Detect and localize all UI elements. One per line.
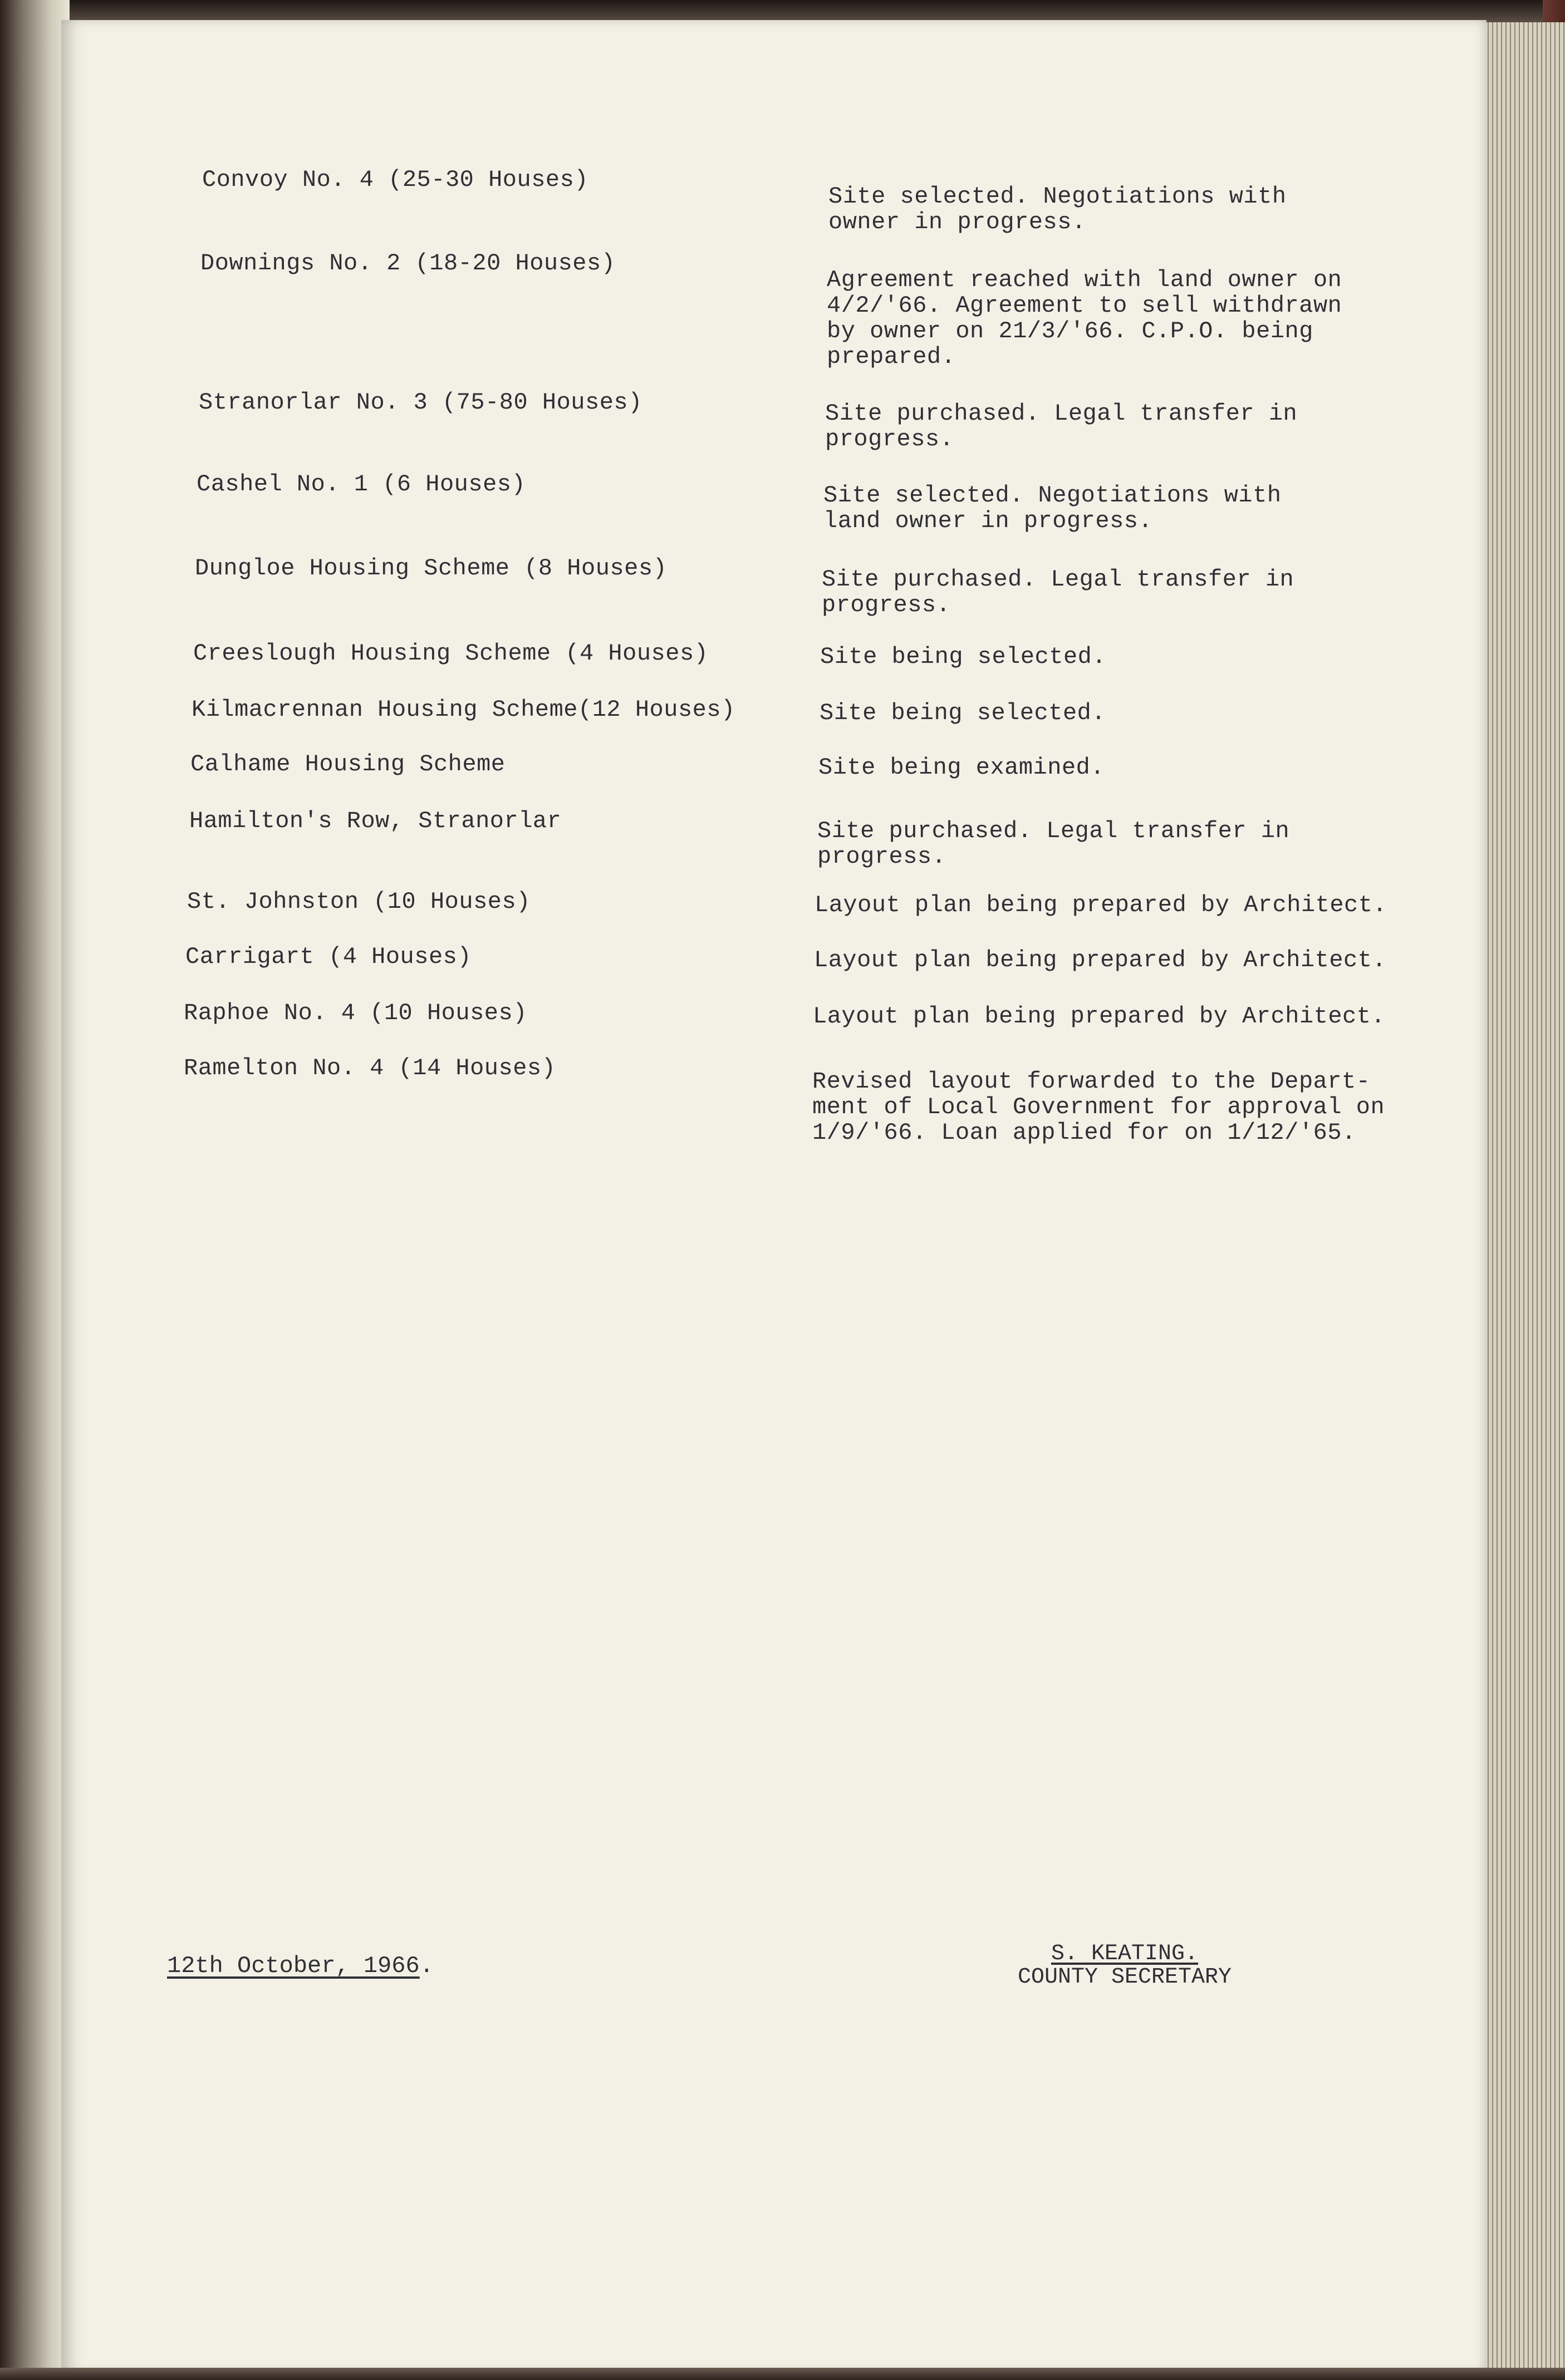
book-bottom-edge — [0, 2368, 1565, 2380]
scheme-name: Convoy No. 4 (25-30 Houses) — [202, 166, 589, 193]
signatory-name: S. KEATING. — [1051, 1941, 1199, 1966]
book-top-edge — [0, 0, 1565, 22]
page-stack-edge — [1484, 22, 1565, 2380]
scheme-status: Revised layout forwarded to the Depart- ment of Local Government for approval on 1/9/'66. Loan applied for on 1/12/'65. — [812, 1068, 1385, 1146]
signatory-title: COUNTY SECRETARY — [1017, 1965, 1232, 1990]
scheme-name: Kilmacrennan Housing Scheme(12 Houses) — [192, 696, 735, 723]
scheme-status: Site being selected. — [820, 700, 1106, 726]
scheme-name: Dungloe Housing Scheme (8 Houses) — [195, 555, 668, 582]
scheme-status: Site purchased. Legal transfer in progress. — [825, 400, 1298, 453]
scheme-status: Site being selected. — [820, 643, 1107, 670]
scheme-status: Agreement reached with land owner on 4/2/'66. Agreement to sell withdrawn by owner on 21/3/'66. C.P.O. being prepared. — [827, 267, 1342, 370]
scheme-name: Cashel No. 1 (6 Houses) — [197, 471, 526, 498]
scheme-name: Ramelton No. 4 (14 Houses) — [184, 1055, 556, 1081]
scheme-status: Site purchased. Legal transfer in progress. — [817, 818, 1290, 870]
scheme-status: Layout plan being prepared by Architect. — [815, 892, 1387, 918]
scheme-name: St. Johnston (10 Houses) — [187, 888, 531, 915]
scheme-status: Site selected. Negotiations with owner in progress. — [828, 183, 1287, 235]
scheme-name: Hamilton's Row, Stranorlar — [189, 808, 562, 834]
document-page — [61, 20, 1486, 2372]
scheme-name: Stranorlar No. 3 (75-80 Houses) — [199, 389, 642, 416]
scheme-name: Raphoe No. 4 (10 Houses) — [184, 1000, 527, 1026]
scheme-name: Creeslough Housing Scheme (4 Houses) — [193, 640, 709, 667]
scheme-status: Site purchased. Legal transfer in progress. — [822, 566, 1294, 618]
scheme-name: Carrigart (4 Houses) — [185, 943, 472, 970]
scheme-name: Downings No. 2 (18-20 Houses) — [200, 250, 616, 277]
scheme-status: Layout plan being prepared by Architect. — [813, 1003, 1386, 1030]
scheme-status: Site being examined. — [818, 754, 1105, 781]
scheme-status: Site selected. Negotiations with land owner in progress. — [823, 482, 1282, 534]
date-punctuation: . — [419, 1953, 434, 1979]
document-date — [167, 1953, 434, 1979]
signature-block — [1002, 1943, 1247, 1989]
book-gutter — [0, 0, 70, 2380]
date-text: 12th October, 1966 — [167, 1953, 420, 1979]
scheme-name: Calhame Housing Scheme — [190, 751, 506, 778]
scheme-status: Layout plan being prepared by Architect. — [814, 947, 1387, 973]
